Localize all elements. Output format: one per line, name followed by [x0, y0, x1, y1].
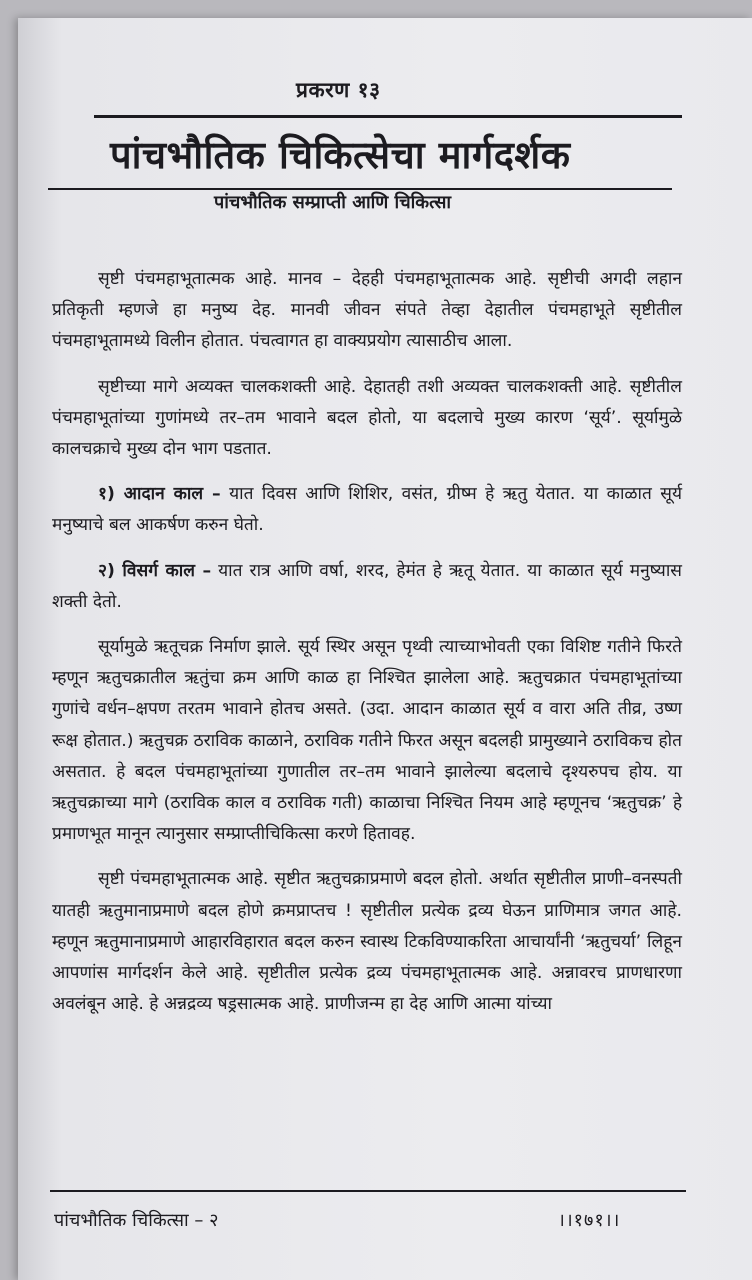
- visarg-kaal-label: २) विसर्ग काल –: [98, 560, 212, 581]
- footer-book-title: पांचभौतिक चिकित्सा – २: [54, 1210, 219, 1231]
- paragraph-1: सृष्टी पंचमहाभूतात्मक आहे. मानव – देहही पंचमहाभूतात्मक आहे. सृष्टीची अगदी लहान प्रतिकृती म्हणजे हा मनुष्य देह. मानवी जीवन संपते तेव्हा देहातील पंचमहाभूते सृष्टीतील पंचमहाभूतामध्ये विलीन होतात. पंचत्वागत हा वाक्यप्रयोग त्यासाठीच आला.: [52, 269, 682, 352]
- page-title: पांचभौतिक चिकित्सेचा मार्गदर्शक: [110, 133, 571, 177]
- page-subtitle: पांचभौतिक सम्प्राप्ती आणि चिकित्सा: [214, 192, 452, 213]
- paragraph-3: [52, 479, 682, 541]
- book-page: [18, 18, 752, 1280]
- paragraph-4: [52, 556, 682, 618]
- paragraph-6: सृष्टी पंचमहाभूतात्मक आहे. सृष्टीत ऋतुचक्राप्रमाणे बदल होतो. अर्थात सृष्टीतील प्राणी–वनस्पती यातही ऋतुमानाप्रमाणे बदल होणे क्रमप्राप्तच ! सृष्टीतील प्रत्येक द्रव्य घेऊन प्राणिमात्र जगत आहे. म्हणून ऋतुमानाप्रमाणे आहारविहारात बदल करुन स्वास्थ टिकविण्याकरिता आचार्यांनी ‘ऋतुचर्या’ लिहून आपणांस मार्गदर्शन केले आहे. सृष्टीतील प्रत्येक द्रव्य पंचमहाभूतात्मक आहे. अन्नावरच प्राणधारणा अवलंबून आहे. हे अन्नद्रव्य षड्रसात्मक आहे. प्राणीजन्म हा देह आणि आत्मा यांच्या: [52, 869, 682, 1015]
- adaan-kaal-text: यात दिवस आणि शिशिर, वसंत, ग्रीष्म हे ऋतु येतात. या काळात सूर्य मनुष्याचे बल आकर्षण करुन घेतो.: [52, 484, 682, 536]
- adaan-kaal-label: १) आदान काल –: [98, 484, 221, 505]
- header-rule: [94, 115, 682, 118]
- footer-page-number: ।।१७१।।: [558, 1210, 621, 1231]
- paragraph-5: सूर्यामुळे ऋतूचक्र निर्माण झाले. सूर्य स्थिर असून पृथ्वी त्याच्याभोवती एका विशिष्ट गतीने फिरते म्हणून ऋतुचक्रातील ऋतुंचा क्रम आणि काळ हा निश्चित झालेला आहे. ऋतुचक्रात पंचमहाभूतांच्या गुणांचे वर्धन–क्षपण तरतम भावाने होतच असते. (उदा. आदान काळात सूर्य व वारा अति तीव्र, उष्ण रूक्ष होतात.) ऋतुचक्र ठराविक काळाने, ठराविक गतीने फिरत असून बदलही प्रामुख्याने ठराविकच होत असतात. हे बदल पंचमहाभूतांच्या गुणातील तर–तम भावाने झालेल्या बदलाचे दृश्यरुपच होय. या ऋतुचक्राच्या मागे (ठराविक काल व ठराविक गती) काळाचा निश्चित नियम आहे म्हणूनच ‘ऋतुचक्र’ हे प्रमाणभूत मानून त्यानुसार सम्प्राप्तीचिकित्सा करणे हितावह.: [52, 637, 682, 845]
- footer-rule: [50, 1190, 686, 1192]
- paragraph-2: सृष्टीच्या मागे अव्यक्त चालकशक्ती आहे. देहातही तशी अव्यक्त चालकशक्ती आहे. सृष्टीतील पंचमहाभूतांच्या गुणांमध्ये तर–तम भावाने बदल होतो, या बदलाचे मुख्य कारण ‘सूर्य’. सूर्यामुळे कालचक्राचे मुख्य दोन भाग पडतात.: [52, 376, 682, 460]
- visarg-kaal-text: यात रात्र आणि वर्षा, शरद, हेमंत हे ऋतू येतात. या काळात सूर्य मनुष्यास शक्ती देतो.: [52, 560, 682, 612]
- chapter-label: प्रकरण १३: [296, 78, 381, 102]
- body-text: [52, 264, 682, 1034]
